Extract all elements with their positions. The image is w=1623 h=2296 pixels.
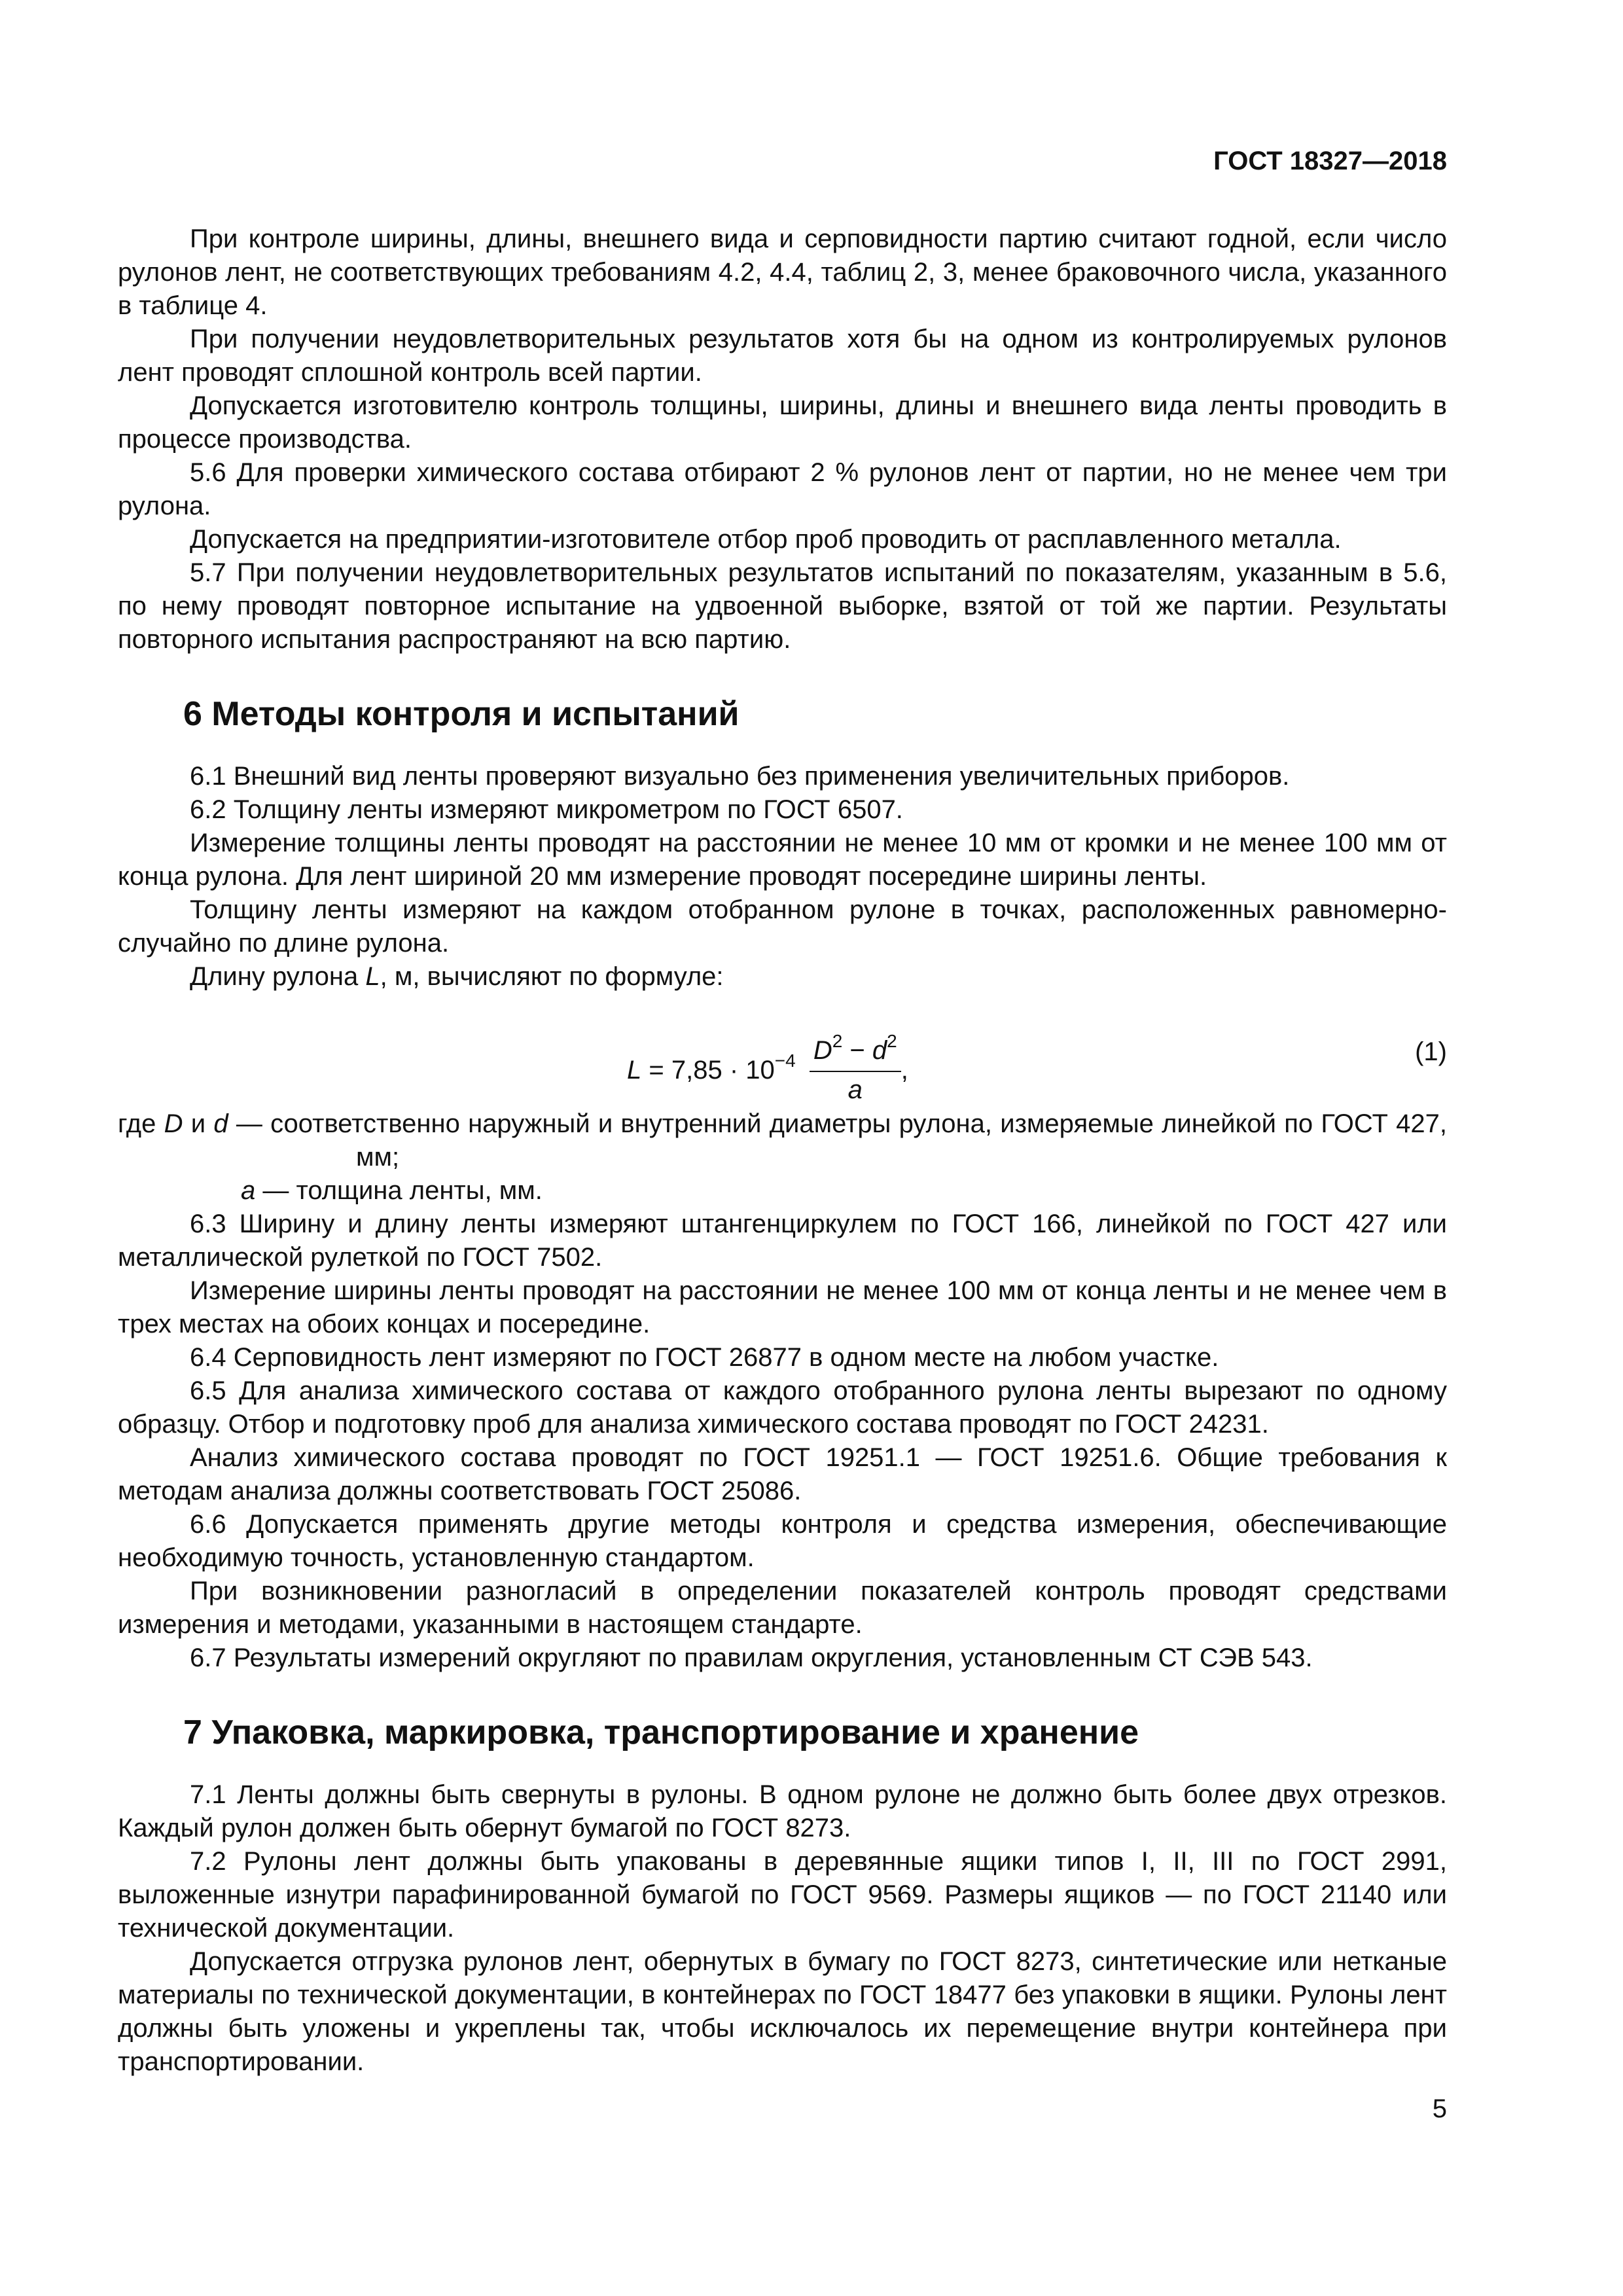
paragraph: 6.6 Допускается применять другие методы контроля и средства измерения, обеспечивающие необходимую точность, установленную стандартом. xyxy=(118,1510,1447,1572)
page-number: 5 xyxy=(1432,2094,1447,2123)
paragraph: 6.4 Серповидность лент измеряют по ГОСТ 26877 в одном месте на любом участке. xyxy=(190,1343,1219,1372)
paragraph: 7.2 Рулоны лент должны быть упакованы в деревянные ящики типов I, II, III по ГОСТ 2991, выложенные изнутри парафинированной бумагой по ГОСТ 9569. Размеры ящиков — по ГОСТ 21140 или технической документации. xyxy=(118,1847,1447,1943)
document-code-header: ГОСТ 18327—2018 xyxy=(1213,147,1447,175)
paragraph: При получении неудовлетворительных результатов хотя бы на одном из контролируемых рулонов лент проводят сплошной контроль всей партии. xyxy=(118,325,1447,387)
length-intro xyxy=(118,960,1447,994)
paragraph: 6.2 Толщину ленты измеряют микрометром по ГОСТ 6507. xyxy=(190,795,903,824)
formula-coefficient: = 7,85 · 10 xyxy=(649,1056,775,1085)
formula-1 xyxy=(118,1004,1447,1104)
paragraph: 6.7 Результаты измерений округляют по правилам округления, установленным СТ СЭВ 543. xyxy=(190,1643,1313,1672)
formula-legend-a: a — толщина ленты, мм. xyxy=(241,1176,543,1205)
formula-legend: где D и d — соответственно наружный и внутренний диаметры рулона, измеряемые линейкой по ГОСТ 427, мм; xyxy=(118,1109,1447,1172)
length-intro-before: Длину рулона xyxy=(190,962,366,991)
paragraph: При контроле ширины, длины, внешнего вида и серповидности партию считают годной, если число рулонов лент, не соответствующих требованиям 4.2, 4.4, таблиц 2, 3, менее браковочного числа, указанного в таблице 4. xyxy=(118,224,1447,320)
formula-lhs: L xyxy=(627,1056,642,1085)
formula-denominator: a xyxy=(847,1075,863,1104)
section-7-heading: 7 Упаковка, маркировка, транспортирование и хранение xyxy=(183,1713,1139,1751)
paragraph: 5.6 Для проверки химического состава отбирают 2 % рулонов лент от партии, но не менее чем три рулона. xyxy=(118,458,1447,520)
paragraph: Допускается изготовителю контроль толщины, ширины, длины и внешнего вида ленты проводить в процессе производства. xyxy=(118,391,1447,454)
paragraph: Измерение ширины ленты проводят на расстоянии не менее 100 мм от конца ленты и не менее чем в трех местах на обоих концах и посередине. xyxy=(118,1276,1447,1338)
formula-exponent: −4 xyxy=(774,1050,796,1071)
paragraph: Допускается отгрузка рулонов лент, обернутых в бумагу по ГОСТ 8273, синтетические или нетканые материалы по технической документации, в контейнерах по ГОСТ 18477 без упаковки в ящики. Рулоны лент должны быть уложены и укреплены так, чтобы исключалось их перемещение внутри контейнера при транспортировании. xyxy=(118,1947,1447,2076)
paragraph: 6.3 Ширину и длину ленты измеряют штангенциркулем по ГОСТ 166, линейкой по ГОСТ 427 или металлической рулеткой по ГОСТ 7502. xyxy=(118,1210,1447,1272)
paragraph: Допускается на предприятии-изготовителе отбор проб проводить от расплавленного металла. xyxy=(190,525,1342,554)
paragraph: 6.1 Внешний вид ленты проверяют визуально без применения увеличительных приборов. xyxy=(190,762,1290,791)
formula-numerator: $D^2 - d^2$ xyxy=(810,1034,901,1072)
paragraph: При возникновении разногласий в определении показателей контроль проводят средствами измерения и методами, указанными в настоящем стандарте. xyxy=(118,1577,1447,1639)
formula-number: (1) xyxy=(1415,1037,1447,1066)
formula-trail: , xyxy=(901,1056,908,1085)
length-intro-after: , м, вычисляют по формуле: xyxy=(380,962,724,991)
paragraph: 5.7 При получении неудовлетворительных результатов испытаний по показателям, указанным в 5.6, по нему проводят повторное испытание на удвоенной выборке, взятой от той же партии. Результаты повторного испытания распространяют на всю партию. xyxy=(118,558,1447,654)
paragraph: Анализ химического состава проводят по ГОСТ 19251.1 — ГОСТ 19251.6. Общие требования к методам анализа должны соответствовать ГОСТ 25086. xyxy=(118,1443,1447,1505)
paragraph: 6.5 Для анализа химического состава от каждого отобранного рулона ленты вырезают по одному образцу. Отбор и подготовку проб для анализа химического состава проводят по ГОСТ 24231. xyxy=(118,1376,1447,1439)
paragraph: Толщину ленты измеряют на каждом отобранном рулоне в точках, расположенных равномерно-случайно по длине рулона. xyxy=(118,895,1447,958)
paragraph: Измерение толщины ленты проводят на расстоянии не менее 10 мм от кромки и не менее 100 мм от конца рулона. Для лент шириной 20 мм измерение проводят посередине ширины ленты. xyxy=(118,829,1447,891)
formula-expression xyxy=(627,1031,908,1108)
length-variable: L xyxy=(365,962,380,991)
paragraph: 7.1 Ленты должны быть свернуты в рулоны. В одном рулоне не должно быть более двух отрезков. Каждый рулон должен быть обернут бумагой по ГОСТ 8273. xyxy=(118,1780,1447,1842)
formula-fraction xyxy=(810,1031,901,1107)
document-body xyxy=(118,223,1447,2079)
section-6-heading: 6 Методы контроля и испытаний xyxy=(183,695,740,733)
